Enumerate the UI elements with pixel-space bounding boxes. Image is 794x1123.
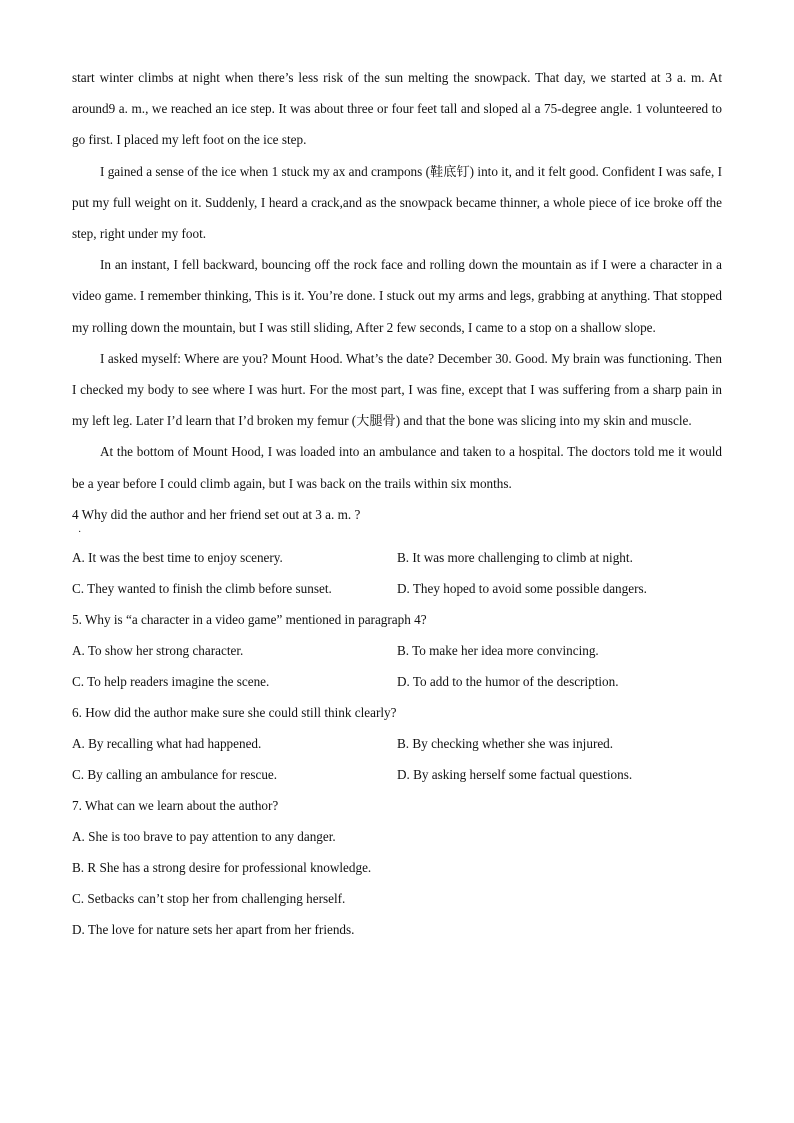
stray-mark <box>72 526 722 542</box>
passage-paragraph-3: In an instant, I fell backward, bouncing off the rock face and rolling down the mountain as if I were a character in a video game. I remember thinking, This is it. You’re done. I stuck out my arms and legs, grabbing at anything. That stopped my rolling down the mountain, but I was still sliding, After 2 few seconds, I came to a stop on a shallow slope. <box>72 257 722 335</box>
option-c: C. Setbacks can’t stop her from challenging herself. <box>72 890 346 906</box>
option-c: C. To help readers imagine the scene. <box>72 673 270 689</box>
option-d: D. The love for nature sets her apart from her friends. <box>72 921 355 937</box>
option-row <box>72 728 722 759</box>
question-stem: 6. How did the author make sure she could still think clearly? <box>72 704 397 720</box>
option-d: D. To add to the humor of the description. <box>397 673 619 689</box>
question-7 <box>72 790 722 945</box>
option-a: A. By recalling what had happened. <box>72 735 262 751</box>
option-row <box>72 759 722 790</box>
option-row <box>72 635 722 666</box>
option-d: D. By asking herself some factual questions. <box>397 766 633 782</box>
option-b: B. It was more challenging to climb at night. <box>397 549 633 565</box>
option-row <box>72 666 722 697</box>
option-row <box>72 542 722 573</box>
option-a: A. She is too brave to pay attention to any danger. <box>72 828 336 844</box>
option-b: B. R She has a strong desire for professional knowledge. <box>72 859 372 875</box>
question-4 <box>72 499 722 604</box>
passage-paragraph-5: At the bottom of Mount Hood, I was loaded into an ambulance and taken to a hospital. The doctors told me it would be a year before I could climb again, but I was back on the trails within six months. <box>72 444 722 491</box>
option-d: D. They hoped to avoid some possible dangers. <box>397 580 647 596</box>
stray-dot: · <box>78 526 82 538</box>
option-b: B. To make her idea more convincing. <box>397 642 599 658</box>
option-c: C. By calling an ambulance for rescue. <box>72 766 278 782</box>
option-row <box>72 573 722 604</box>
option-c: C. They wanted to finish the climb before sunset. <box>72 580 332 596</box>
option-a: A. It was the best time to enjoy scenery. <box>72 549 283 565</box>
option-a: A. To show her strong character. <box>72 642 244 658</box>
question-stem: 5. Why is “a character in a video game” mentioned in paragraph 4? <box>72 611 427 627</box>
question-6 <box>72 697 722 790</box>
passage-paragraph-4: I asked myself: Where are you? Mount Hood. What’s the date? December 30. Good. My brain was functioning. Then I checked my body to see where I was hurt. For the most part, I was fine, except that I was suffering from a sharp pain in my left leg. Later I’d learn that I’d broken my femur (大腿骨) and that the bone was slicing into my skin and muscle. <box>72 350 722 429</box>
passage-paragraph-2: I gained a sense of the ice when 1 stuck my ax and crampons (鞋底钉) into it, and it felt good. Confident I was safe, I put my full weight on it. Suddenly, I heard a crack,and as the snowpack became thinner, a whole piece of ice broke off the step, right under my foot. <box>72 163 722 242</box>
document-page <box>72 62 722 945</box>
question-stem: 4 Why did the author and her friend set out at 3 a. m. ? <box>72 506 361 522</box>
question-5 <box>72 604 722 697</box>
passage-paragraph-1: start winter climbs at night when there’s less risk of the sun melting the snowpack. That day, we started at 3 a. m. At around9 a. m., we reached an ice step. It was about three or four feet tall and sloped al a 75-degree angle. 1 volunteered to go first. I placed my left foot on the ice step. <box>72 70 722 148</box>
option-b: B. By checking whether she was injured. <box>397 735 614 751</box>
question-stem: 7. What can we learn about the author? <box>72 797 279 813</box>
